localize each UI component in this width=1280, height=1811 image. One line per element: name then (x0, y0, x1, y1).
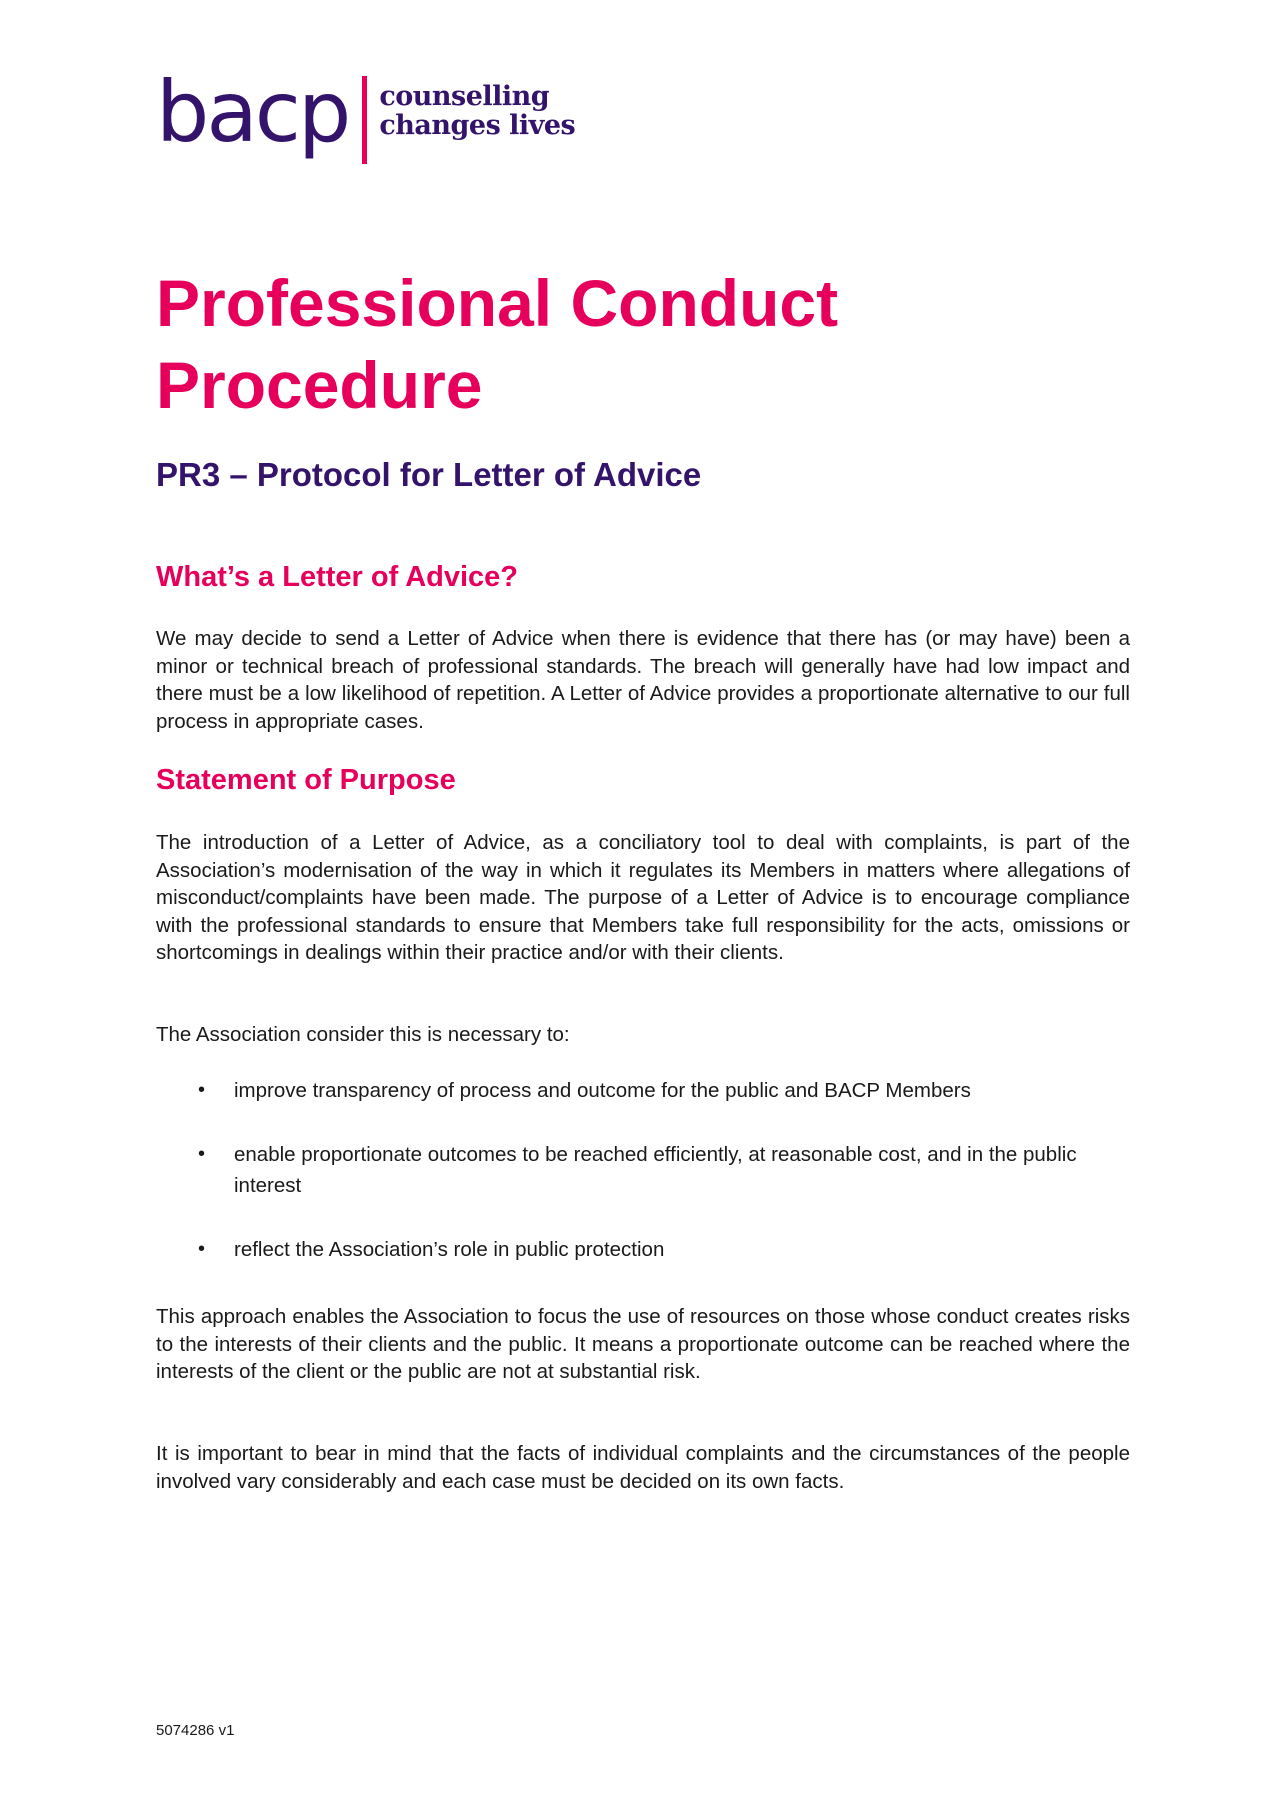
section-paragraph-purpose: The introduction of a Letter of Advice, as a conciliatory tool to deal with complaints, is part of the Association’s modernisation of the way in which it regulates its Members in matters where allegations of misconduct/complaints have been made. The purpose of a Letter of Advice is to encourage compliance with the professional standards to ensure that Members take full responsibility for the acts, omissions or shortcomings in dealings within their practice and/or with their clients. (156, 831, 1130, 965)
necessary-intro: The Association consider this is necessary to: (156, 1023, 570, 1046)
purpose-bullet-list (156, 1075, 1130, 1265)
important-paragraph: It is important to bear in mind that the facts of individual complaints and the circumstances of the people involved vary considerably and each case must be decided on its own facts. (156, 1442, 1130, 1493)
document-reference: 5074286 v1 (156, 1722, 235, 1739)
bullet-icon: • (198, 1238, 206, 1260)
bullet-text: enable proportionate outcomes to be reached efficiently, at reasonable cost, and in the public interest (234, 1143, 1077, 1197)
bullet-text: reflect the Association’s role in public protection (234, 1238, 665, 1261)
approach-paragraph: This approach enables the Association to focus the use of resources on those whose conduct creates risks to the interests of their clients and the public. It means a proportionate outcome can be reached where the interests of the client or the public are not at substantial risk. (156, 1305, 1130, 1384)
bacp-logo (156, 63, 576, 165)
document-subtitle: PR3 – Protocol for Letter of Advice (156, 456, 702, 493)
list-item (156, 1234, 1130, 1265)
logo-wordmark: bacp (156, 63, 349, 161)
logo-tagline-line1: counselling (379, 81, 550, 112)
logo-tagline-line2: changes lives (379, 110, 576, 141)
bullet-icon: • (198, 1079, 206, 1101)
list-item (156, 1139, 1130, 1201)
section-heading-what: What’s a Letter of Advice? (156, 561, 519, 593)
list-item (156, 1075, 1130, 1106)
section-heading-purpose: Statement of Purpose (156, 764, 456, 796)
section-paragraph-what: We may decide to send a Letter of Advice when there is evidence that there has (or may have) been a minor or technical breach of professional standards. The breach will generally have had low impact and there must be a low likelihood of repetition. A Letter of Advice provides a proportionate alternative to our full process in appropriate cases. (156, 627, 1130, 733)
logo-divider-bar (362, 76, 367, 164)
logo-tagline (379, 82, 575, 140)
document-title: Professional Conduct Procedure (156, 266, 839, 422)
bullet-text: improve transparency of process and outcome for the public and BACP Members (234, 1079, 971, 1102)
bullet-icon: • (198, 1143, 206, 1165)
